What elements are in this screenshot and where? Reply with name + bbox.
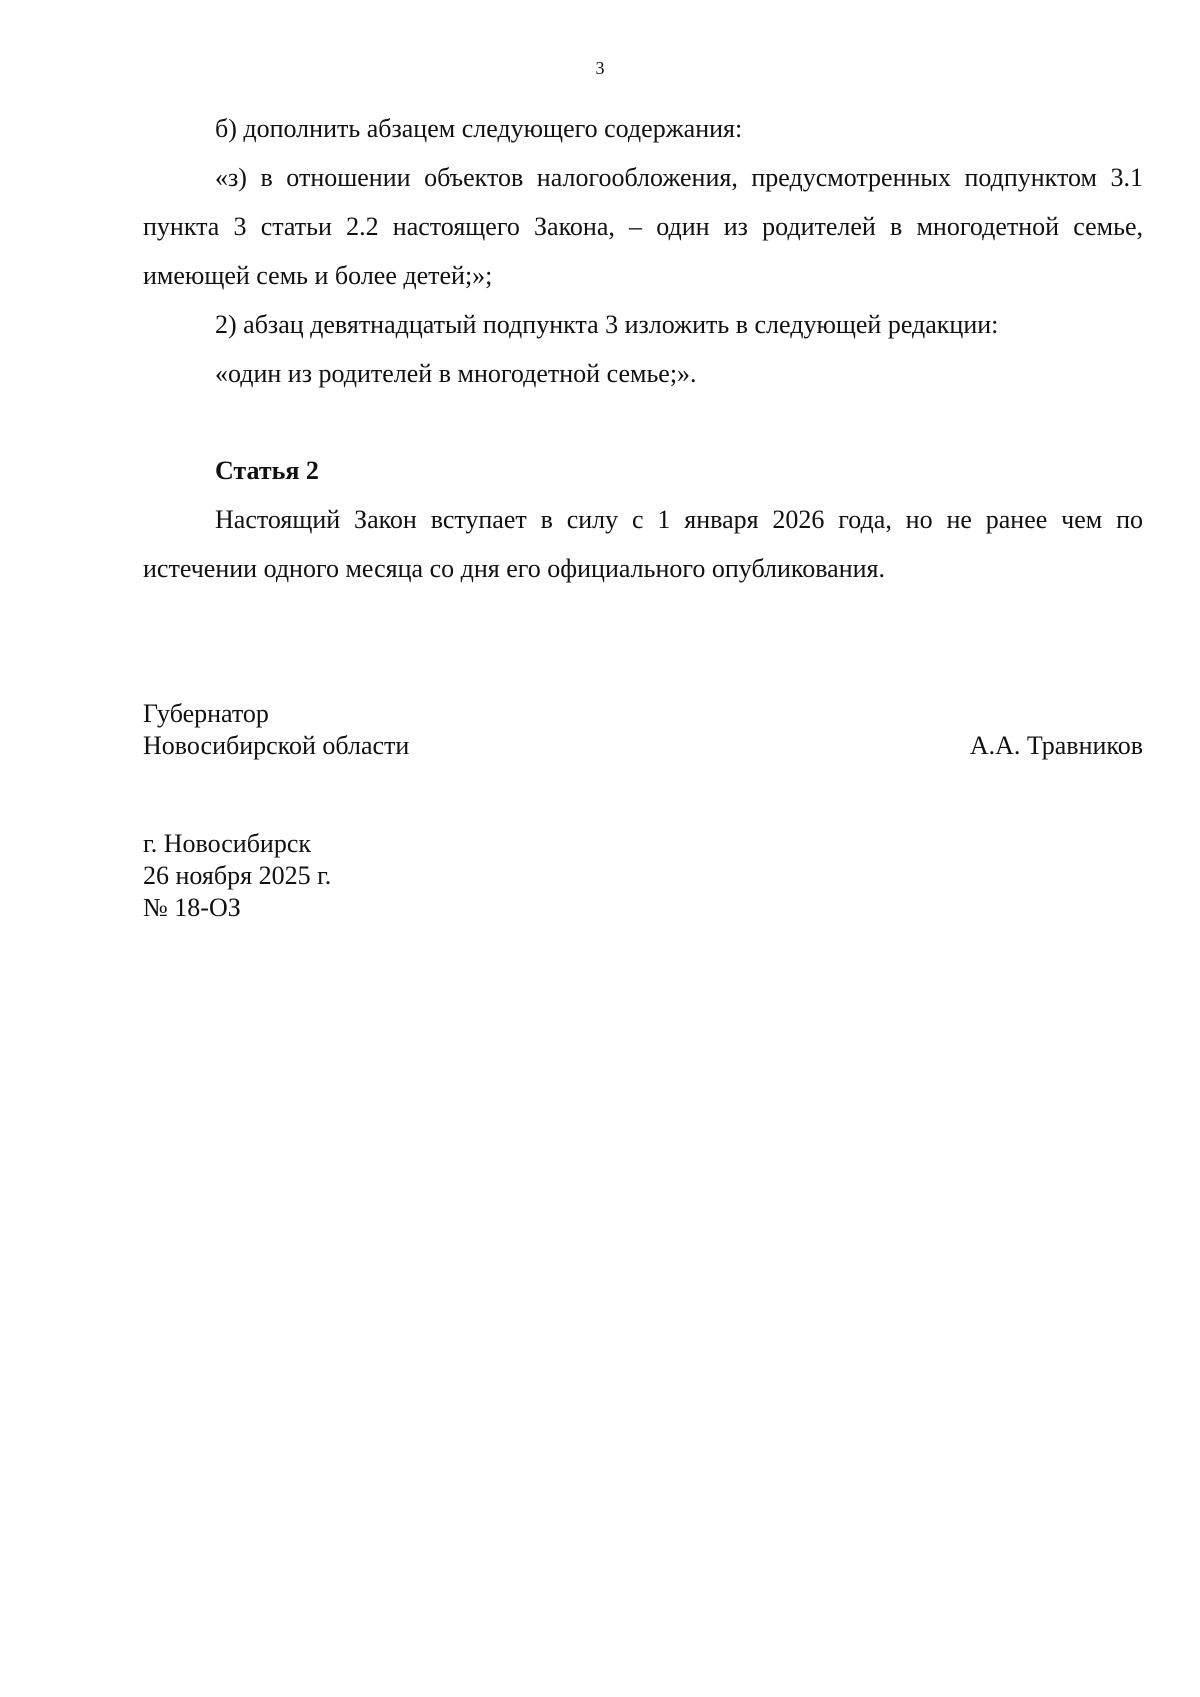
paragraph-b: б) дополнить абзацем следующего содержания: — [215, 114, 743, 143]
paragraph-quote: «один из родителей в многодетной семье;». — [215, 359, 697, 388]
paragraph-z: «з) в отношении объектов налогообложения, предусмотренных подпунктом 3.1 пункта 3 статьи 2.2 настоящего Закона, – один из родителей в многодетной семье, имеющей семь и более детей;»; — [143, 163, 1143, 290]
governor-title: Губернатор — [143, 699, 269, 728]
region-name: Новосибирской области — [143, 731, 410, 760]
page-number: 3 — [595, 58, 605, 78]
signing-city: г. Новосибирск — [143, 829, 312, 858]
article-2-title: Статья 2 — [215, 456, 319, 485]
signing-date: 26 ноября 2025 г. — [143, 861, 332, 890]
governor-name: А.А. Травников — [969, 731, 1143, 760]
signature-block — [143, 698, 1143, 762]
paragraph-2: 2) абзац девятнадцатый подпункта 3 изложить в следующей редакции: — [215, 310, 999, 339]
article-2-text: Настоящий Закон вступает в силу с 1 января 2026 года, но не ранее чем по истечении одного месяца со дня его официального опубликования. — [143, 505, 1143, 583]
signing-details — [143, 828, 331, 924]
document-body — [143, 104, 1143, 593]
law-number: № 18-ОЗ — [143, 893, 241, 922]
